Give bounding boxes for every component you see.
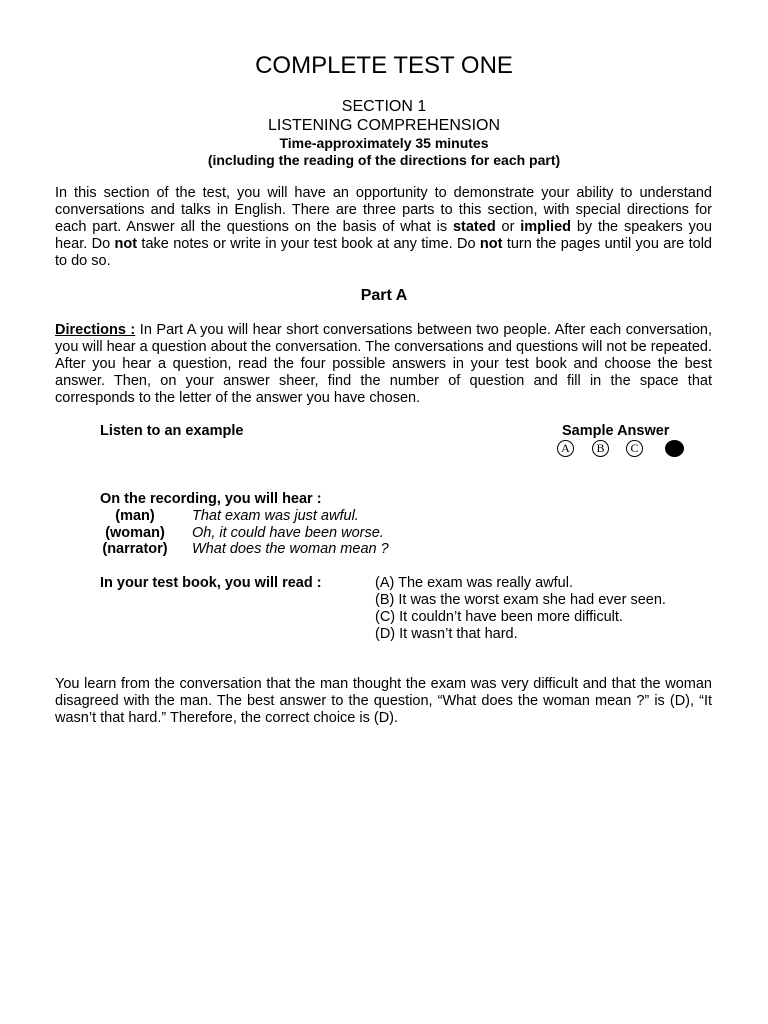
intro-not-1: not bbox=[114, 236, 138, 252]
speaker-label: (man) bbox=[115, 508, 155, 524]
dialogue-line: What does the woman mean ? bbox=[192, 541, 389, 557]
listen-label: Listen to an example bbox=[100, 423, 244, 439]
dialogue-line: Oh, it could have been worse. bbox=[192, 525, 384, 541]
speaker-label: (narrator) bbox=[102, 541, 168, 557]
bubble-c: C bbox=[626, 440, 643, 457]
sample-answer-bubbles bbox=[556, 440, 696, 460]
dialogue-line: That exam was just awful. bbox=[192, 508, 359, 524]
speaker-label: (woman) bbox=[105, 525, 165, 541]
sample-answer-label: Sample Answer bbox=[562, 423, 670, 439]
intro-text-2: or bbox=[495, 219, 521, 235]
bubble-b: B bbox=[592, 440, 609, 457]
directions-label: Directions : bbox=[55, 322, 136, 338]
time-limit: Time-approximately 35 minutes bbox=[279, 135, 489, 151]
bubble-d-filled bbox=[665, 440, 684, 457]
directions-text: In Part A you will hear short conversations between two people. After each conversation, you will hear a question about the conversation. The conversations and questions will not be repeated. After you hear a question, read the four possible answers in your test book and choose the best answer. Then, on your answer sheer, find the number of question and fill in the space that corresponds to the letter of the answer you have chosen. bbox=[55, 322, 713, 406]
page-title: COMPLETE TEST ONE bbox=[255, 52, 513, 79]
intro-text-3: by the speakers you hear. Do bbox=[55, 219, 712, 252]
answer-option-a: (A) The exam was really awful. bbox=[375, 575, 573, 591]
directions-paragraph bbox=[55, 322, 712, 407]
answer-option-b: (B) It was the worst exam she had ever seen. bbox=[375, 592, 666, 608]
intro-text-5: turn the pages until you are told to do so. bbox=[55, 236, 712, 269]
conclusion-paragraph: You learn from the conversation that the man thought the exam was very difficult and that the woman disagreed with the man. The best answer to the question, “What does the woman mean ?” is (D), “It wasn’t that hard.” Therefore, the correct choice is (D). bbox=[55, 676, 712, 726]
answer-option-c: (C) It couldn’t have been more difficult. bbox=[375, 609, 623, 625]
test-book-label: In your test book, you will read : bbox=[100, 575, 322, 591]
bubble-a: A bbox=[557, 440, 574, 457]
intro-not-2: not bbox=[479, 236, 503, 252]
answer-option-d: (D) It wasn’t that hard. bbox=[375, 626, 518, 642]
intro-paragraph bbox=[55, 185, 712, 270]
recording-label: On the recording, you will hear : bbox=[100, 491, 322, 507]
intro-stated: stated bbox=[452, 219, 496, 235]
section-label: SECTION 1 bbox=[341, 98, 427, 115]
time-note: (including the reading of the directions for each part) bbox=[207, 152, 561, 168]
section-subtitle: LISTENING COMPREHENSION bbox=[267, 117, 501, 134]
intro-implied: implied bbox=[520, 219, 571, 235]
intro-text-1: In this section of the test, you will have an opportunity to demonstrate your ability to understand conversations and talks in English. There are three parts to this section, with special directions for each part. Answer all the questions on the basis of what is bbox=[55, 185, 712, 235]
part-a-heading: Part A bbox=[360, 287, 408, 304]
intro-text-4: take notes or write in your test book at any time. Do bbox=[137, 236, 480, 252]
